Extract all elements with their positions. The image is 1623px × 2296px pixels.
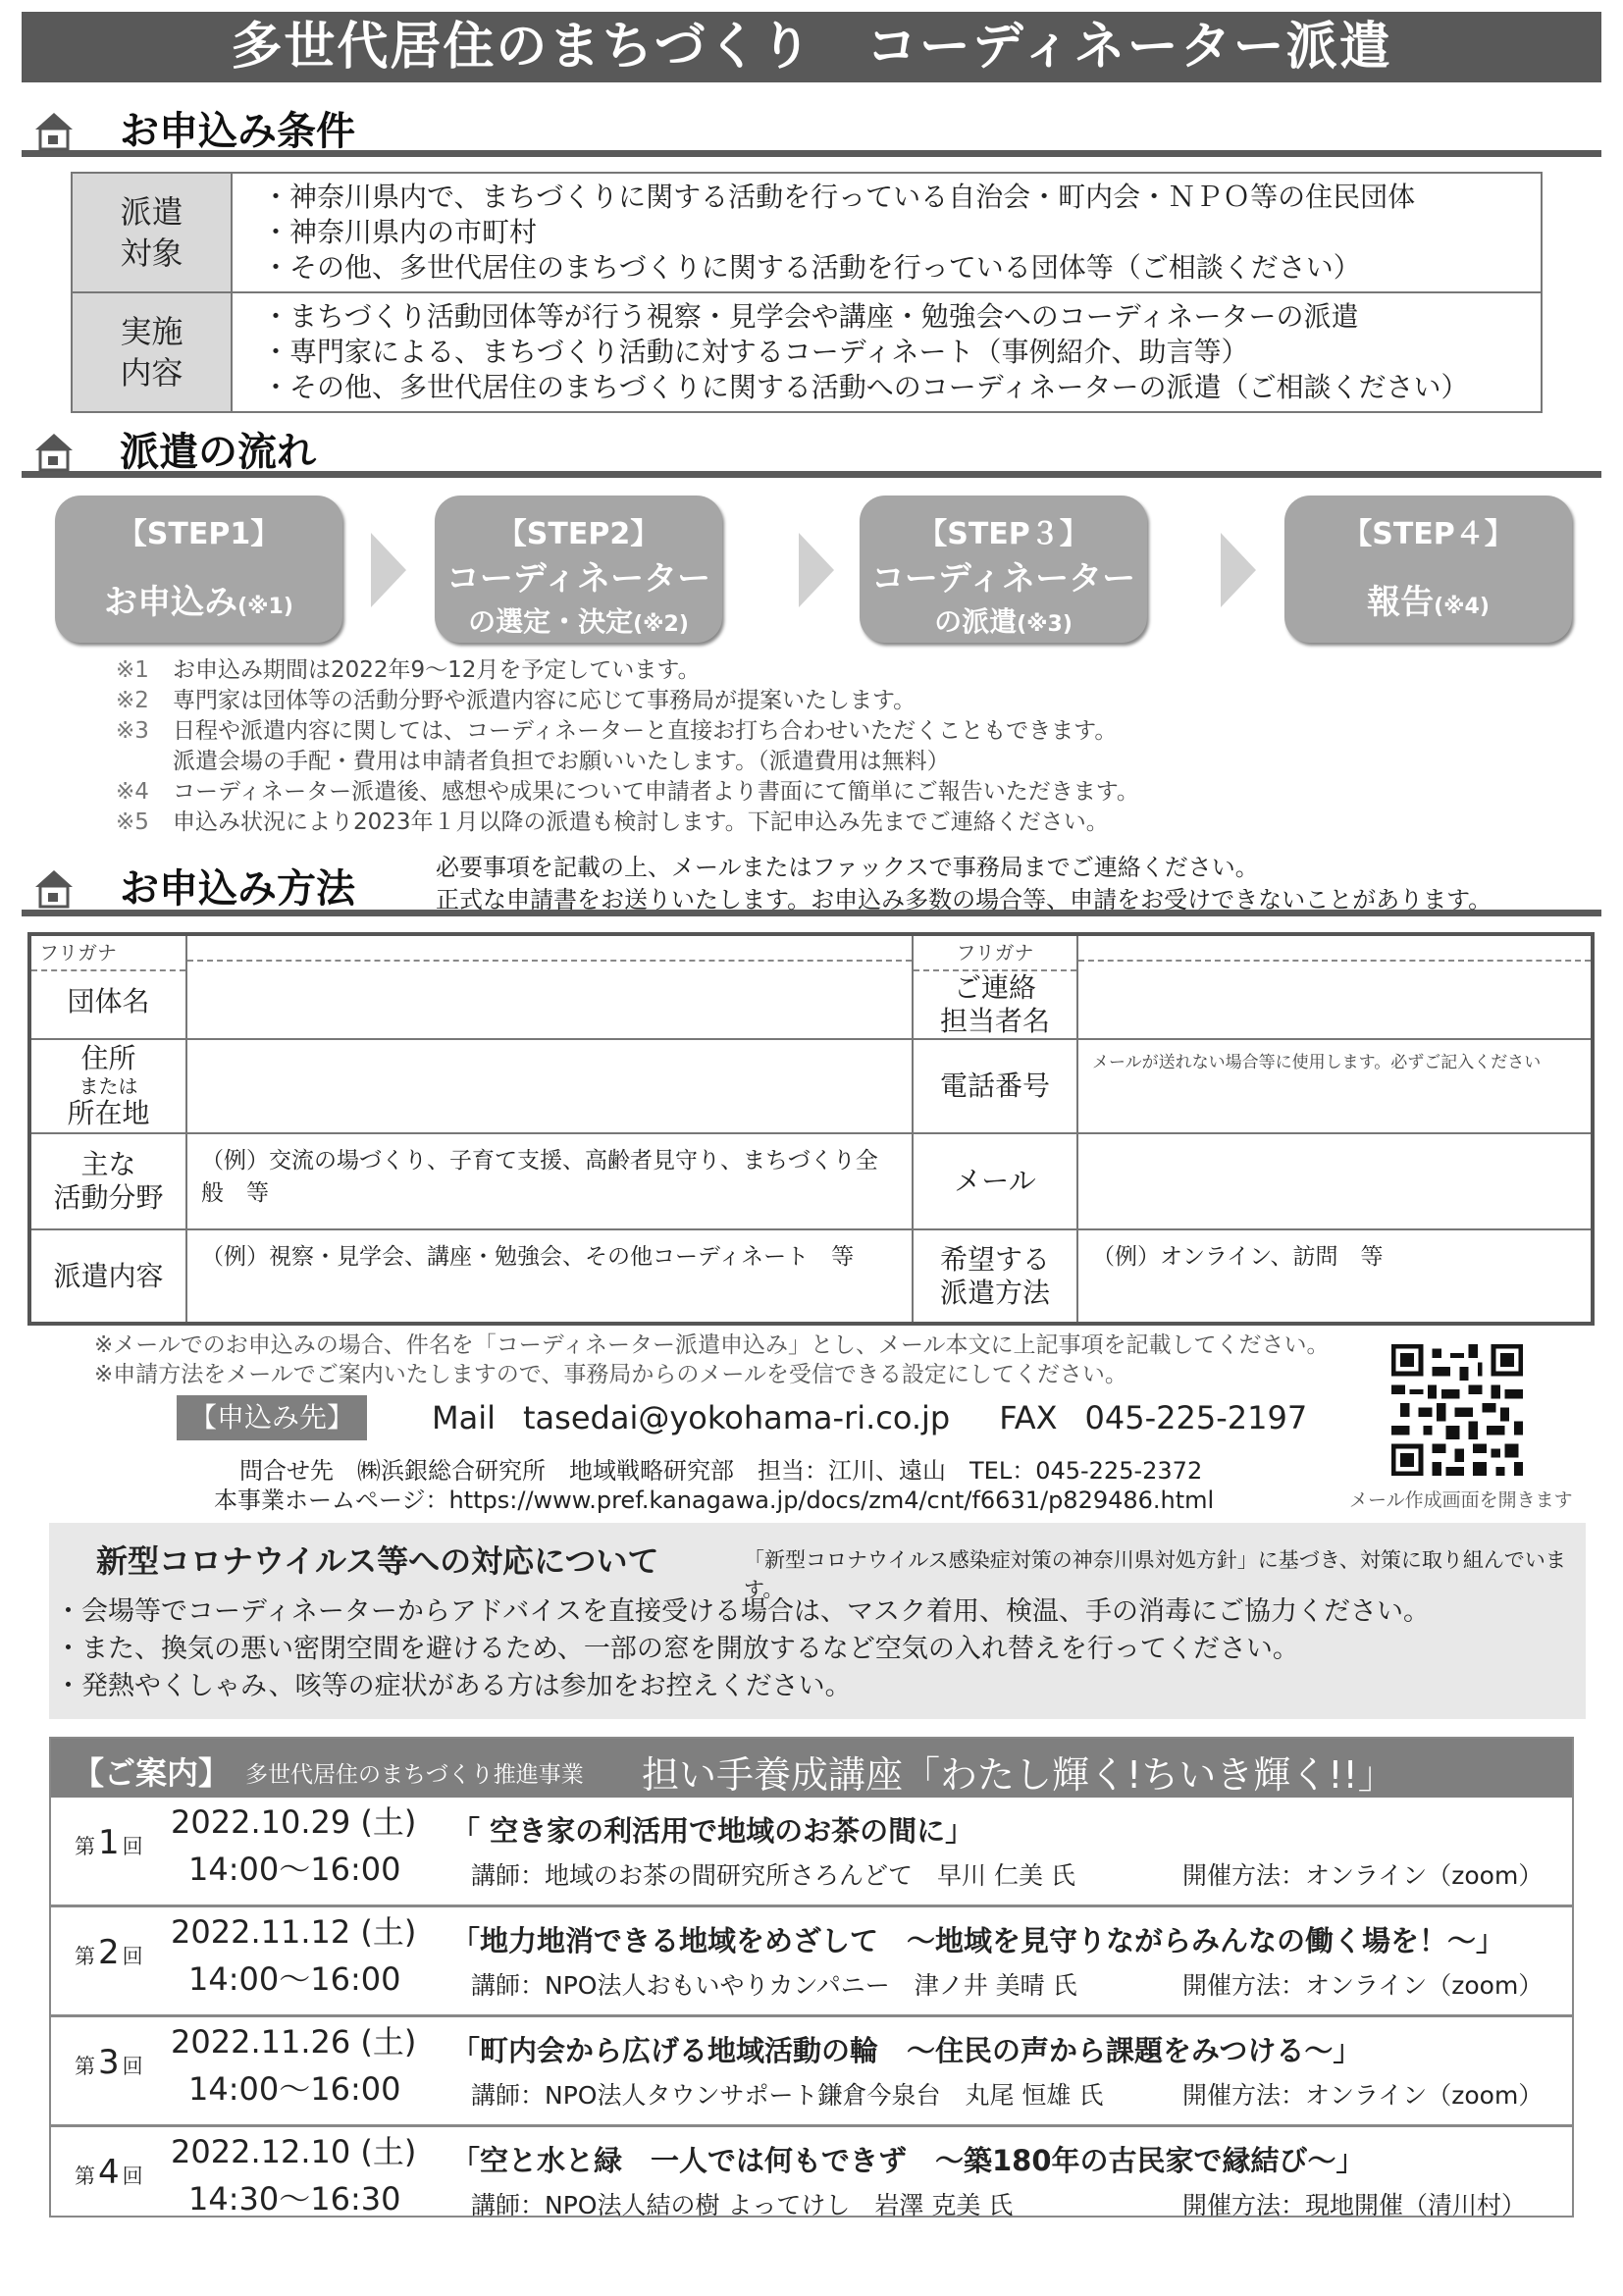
lecture-date: 2022.10.29 (土) xyxy=(171,1803,417,1841)
lecture-number: 第3 回 xyxy=(75,2043,143,2082)
condition-item: ・神奈川県内で、まちづくりに関する活動を行っている自治会・町内会・ＮＰＯ等の住民団体 xyxy=(262,181,1416,213)
house-icon xyxy=(33,867,75,909)
lecture-title: 「空と水と緑 一人では何もできず ～築180年の古民家で縁結び～」 xyxy=(451,2144,1365,2177)
step-title: 【STEP３】 xyxy=(917,517,1089,551)
guide-project: 多世代居住のまちづくり推進事業 xyxy=(245,1762,584,1788)
section-title: お申込み条件 xyxy=(120,109,355,154)
application-form xyxy=(27,932,1595,1326)
group-name-field[interactable] xyxy=(186,934,913,1039)
method-note: 必要事項を記載の上、メールまたはファックスで事務局までご連絡ください。 正式な申請書をお送りいたします。お申込み多数の場合等、申請をお受けできないことがあります。 xyxy=(436,854,1492,913)
guide-tag: 【ご案内】 xyxy=(73,1754,231,1792)
homepage-link[interactable]: 本事業ホームページ：https://www.pref.kanagawa.jp/docs/zm4/cnt/f6631/p829486.html xyxy=(214,1487,1215,1514)
step-box xyxy=(1284,496,1572,643)
lecture-title: 「地力地消できる地域をめざして ～地域を見守りながらみんなの働く場を！～」 xyxy=(451,1924,1505,1957)
covid-subtitle: 「新型コロナウイルス感染症対策の神奈川県対処方針」に基づき、対策に取り組んでいます。 xyxy=(744,1548,1566,1601)
lecture-number: 第2 回 xyxy=(75,1933,143,1972)
lecture-date: 2022.12.10 (土) xyxy=(171,2133,417,2170)
step-label: コーディネーター xyxy=(445,559,711,599)
lecture-date: 2022.11.12 (土) xyxy=(171,1913,417,1951)
mail-field[interactable] xyxy=(1077,1133,1593,1229)
covid-lines: ・会場等でコーディネーターからアドバイスを直接受ける場合は、マスク着用、検温、手の消毒にご協力ください。 ・また、換気の悪い密閉空間を避けるため、一部の窓を開放するなど空気の入れ替えを行ってください。 ・発熱やくしゃみ、咳等の症状がある方は参加をお控えください。 xyxy=(55,1596,1431,1701)
section-header-flow xyxy=(22,419,1601,478)
contact-person-field[interactable] xyxy=(1077,934,1593,1039)
condition-item: ・神奈川県内の市町村 xyxy=(262,216,538,248)
dispatch-method-label: 希望する 派遣方法 xyxy=(913,1229,1077,1324)
lecture-speaker: 講師：地域のお茶の間研究所さろんどて 早川 仁美 氏 xyxy=(471,1861,1075,1890)
fax-label: FAX xyxy=(999,1399,1058,1436)
lecture-item xyxy=(51,2017,1572,2127)
inquiry-line: 問合せ先 ㈱浜銀総合研究所 地域戦略研究部 担当：江川、遠山 TEL：045-225-2372 xyxy=(239,1457,1203,1485)
note-item: ※3 日程や派遣内容に関しては、コーディネーターと直接お打ち合わせいただくこともできます。 xyxy=(116,718,1118,744)
condition-item: ・専門家による、まちづくり活動に対するコーディネート（事例紹介、助言等） xyxy=(262,336,1249,368)
course-guide xyxy=(49,1737,1574,2218)
phone-label: 電話番号 xyxy=(913,1039,1077,1133)
address-field[interactable] xyxy=(186,1039,913,1133)
step-label: 報告 xyxy=(1367,583,1435,622)
lecture-title: 「町内会から広げる地域活動の輪 ～住民の声から課題をみつける～」 xyxy=(451,2034,1362,2067)
mail-label: メール xyxy=(913,1133,1077,1229)
lecture-speaker: 講師：NPO法人タウンサポート鎌倉今泉台 丸尾 恒雄 氏 xyxy=(471,2081,1104,2110)
lecture-item xyxy=(51,1907,1572,2017)
phone-field[interactable] xyxy=(1077,1039,1593,1133)
lecture-method: 開催方法：オンライン（zoom） xyxy=(1182,1971,1544,2000)
house-icon xyxy=(33,431,75,472)
dispatch-method-field[interactable]: （例）オンライン、訪問 等 xyxy=(1077,1229,1593,1324)
condition-item: ・その他、多世代居住のまちづくりに関する活動へのコーディネーターの派遣（ご相談ください） xyxy=(262,371,1469,403)
condition-row-content xyxy=(72,292,1542,412)
lecture-item xyxy=(51,2127,1572,2237)
dispatch-field[interactable]: （例）視察・見学会、講座・勉強会、その他コーディネート 等 xyxy=(186,1229,913,1324)
lecture-number: 第1 回 xyxy=(75,1823,143,1862)
note-item: ※4 コーディネーター派遣後、感想や成果について申請者より書面にて簡単にご報告いただきます。 xyxy=(116,779,1139,805)
step-label: の選定・決定 xyxy=(468,605,634,638)
section-title: お申込み方法 xyxy=(120,866,355,912)
condition-row-target xyxy=(72,173,1542,292)
qr-caption: メール作成画面を開きます xyxy=(1349,1489,1573,1511)
fax-number: 045-225-2197 xyxy=(1084,1399,1308,1436)
step-box xyxy=(435,496,722,643)
lecture-speaker: 講師：NPO法人結の樹 よってけし 岩澤 克美 氏 xyxy=(471,2191,1014,2219)
lecture-method: 開催方法：オンライン（zoom） xyxy=(1182,1861,1544,1890)
step-flow xyxy=(55,496,1576,643)
mail-address-link[interactable]: tasedai@yokohama-ri.co.jp xyxy=(523,1399,951,1436)
note-item: 派遣会場の手配・費用は申請者負担でお願いいたします。（派遣費用は無料） xyxy=(173,749,950,774)
step-label: コーディネーター xyxy=(870,559,1136,599)
contact-person-label: フリガナ ご連絡 担当者名 xyxy=(913,934,1077,1039)
lecture-speaker: 講師：NPO法人おもいやりカンパニー 津ノ井 美晴 氏 xyxy=(471,1971,1077,2000)
covid-title: 新型コロナウイルス等への対応について xyxy=(96,1542,659,1580)
address-label: 住所 または 所在地 xyxy=(29,1039,186,1133)
step-label: お申込み xyxy=(104,583,238,622)
section-header-conditions xyxy=(22,98,1601,157)
page-banner: 多世代居住のまちづくり コーディネーター派遣 xyxy=(22,12,1601,82)
activity-field[interactable]: （例）交流の場づくり、子育て支援、高齢者見守り、まちづくり全般 等 xyxy=(186,1133,913,1229)
step-box xyxy=(860,496,1147,643)
lecture-method: 開催方法：現地開催（清川村） xyxy=(1182,2191,1527,2219)
inquiry-info xyxy=(214,1456,1215,1515)
step-title: 【STEP2】 xyxy=(497,517,660,551)
guide-header xyxy=(51,1739,1572,1798)
guide-course-title: 担い手養成講座「わたし輝く!ちいき輝く!!」 xyxy=(642,1753,1395,1797)
condition-item: ・まちづくり活動団体等が行う視察・見学会や講座・勉強会へのコーディネーターの派遣 xyxy=(262,300,1359,333)
step-note: (※3) xyxy=(1017,612,1073,637)
note-item: ※5 申込み状況により2023年１月以降の派遣も検討します。下記申込み先までご連絡ください。 xyxy=(116,809,1109,835)
step-note: (※2) xyxy=(633,612,689,637)
condition-label: 派遣 対象 xyxy=(72,173,232,292)
lecture-number: 第4 回 xyxy=(75,2153,143,2192)
chevron-right-icon xyxy=(799,533,834,607)
mail-label: Mail xyxy=(432,1399,496,1436)
step-note: (※4) xyxy=(1434,595,1490,619)
lecture-method: 開催方法：オンライン（zoom） xyxy=(1182,2081,1544,2110)
condition-body xyxy=(232,292,1542,412)
dispatch-label: 派遣内容 xyxy=(29,1229,186,1324)
lecture-time: 14:00～16:00 xyxy=(188,2070,401,2108)
conditions-table xyxy=(71,172,1543,413)
chevron-right-icon xyxy=(371,533,406,607)
apply-tag: 【申込み先】 xyxy=(177,1395,367,1440)
step-title: 【STEP1】 xyxy=(117,517,281,551)
section-title: 派遣の流れ xyxy=(120,430,316,475)
note-item: ※1 お申込み期間は2022年9～12月を予定しています。 xyxy=(116,657,701,683)
contact-line xyxy=(432,1399,1356,1436)
step-label: の派遣 xyxy=(934,605,1018,638)
lecture-item xyxy=(51,1798,1572,1907)
lecture-time: 14:30～16:30 xyxy=(188,2180,401,2218)
condition-label: 実施 内容 xyxy=(72,292,232,412)
lecture-date: 2022.11.26 (土) xyxy=(171,2023,417,2061)
step-title: 【STEP４】 xyxy=(1342,517,1514,551)
mail-notes: ※メールでのお申込みの場合、件名を「コーディネーター派遣申込み」とし、メール本文に上記事項を記載してください。 ※申請方法をメールでご案内いたしますので、事務局からのメールを受信できる設定にしてください。 xyxy=(94,1332,1330,1387)
qr-code-icon[interactable] xyxy=(1391,1344,1523,1476)
condition-body xyxy=(232,173,1542,292)
group-name-label: フリガナ 団体名 xyxy=(29,934,186,1039)
note-item: ※2 専門家は団体等の活動分野や派遣内容に応じて事務局が提案いたします。 xyxy=(116,688,916,713)
lecture-time: 14:00～16:00 xyxy=(188,1960,401,1998)
lecture-title: 「 空き家の利活用で地域のお茶の間に」 xyxy=(451,1814,974,1848)
lecture-time: 14:00～16:00 xyxy=(188,1851,401,1888)
covid-notice xyxy=(49,1523,1586,1719)
condition-item: ・その他、多世代居住のまちづくりに関する活動を行っている団体等（ご相談ください） xyxy=(262,251,1361,284)
flow-notes xyxy=(116,655,1139,838)
phone-note: メールが送れない場合等に使用します。必ずご記入ください xyxy=(1092,1053,1542,1072)
chevron-right-icon xyxy=(1221,533,1256,607)
activity-label: 主な 活動分野 xyxy=(29,1133,186,1229)
step-box xyxy=(55,496,342,643)
house-icon xyxy=(33,110,75,151)
step-note: (※1) xyxy=(237,595,293,619)
